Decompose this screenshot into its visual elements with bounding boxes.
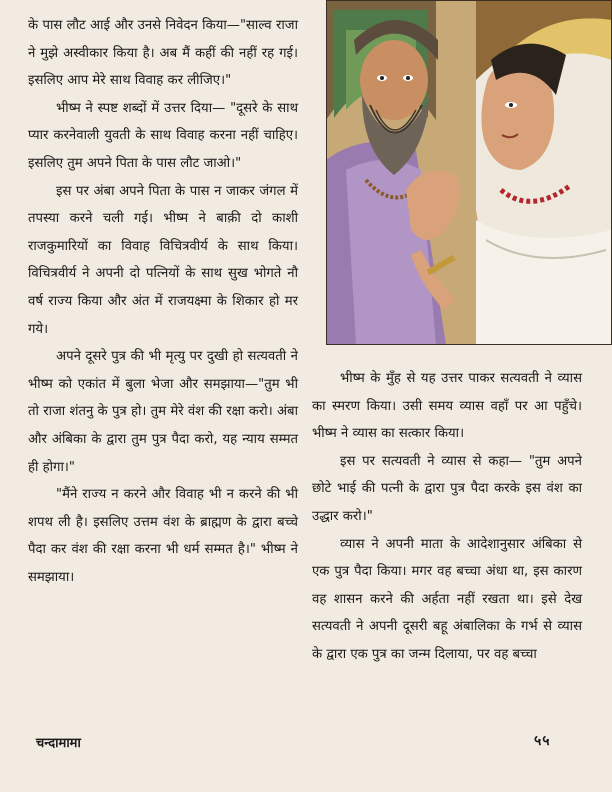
paragraph: के पास लौट आई और उनसे निवेदन किया—"साल्व राजा ने मुझे अस्वीकार किया है। अब मैं कहीं की नहीं रह गई। इसलिए आप मेरे साथ विवाह कर लीजिए।"	[28, 18, 298, 89]
magazine-name: चन्दामामा	[36, 736, 81, 751]
left-text-column	[28, 12, 298, 591]
paragraph: भीष्म के मुँह से यह उत्तर पाकर सत्यवती ने व्यास का स्मरण किया। उसी समय व्यास वहाँ पर आ पहुँचे। भीष्म ने व्यास का सत्कार किया।	[312, 371, 582, 442]
right-text-column	[312, 365, 582, 669]
paragraph: इस पर अंबा अपने पिता के पास न जाकर जंगल में तपस्या करने चली गई। भीष्म ने बाक़ी दो काशी राजकुमारियों का विवाह विचित्रवीर्य के साथ किया। विचित्रवीर्य ने अपनी दो पत्नियों के साथ सुख भोगते नौ वर्ष राज्य किया और अंत में राजयक्ष्मा के शिकार हो मर गये।	[28, 183, 298, 337]
paragraph: अपने दूसरे पुत्र की भी मृत्यु पर दुखी हो सत्यवती ने भीष्म को एकांत में बुला भेजा और समझाया—"तुम भी तो राजा शंतनु के पुत्र हो। तुम मेरे वंश की रक्षा करो। अंबा और अंबिका के द्वारा तुम पुत्र पैदा करो, यह न्याय सम्मत ही होगा।"	[28, 349, 298, 475]
paragraph: भीष्म ने स्पष्ट शब्दों में उत्तर दिया— "दूसरे के साथ प्यार करनेवाली युवती के साथ विवाह करना नहीं चाहिए। इसलिए तुम अपने पिता के पास लौट जाओ।"	[28, 100, 298, 171]
vyasa-and-satyavati-illustration-icon	[326, 0, 612, 345]
paragraph: व्यास ने अपनी माता के आदेशानुसार अंबिका से एक पुत्र पैदा किया। मगर वह बच्चा अंधा था, इस कारण वह शासन करने की अर्हता नहीं रखता था। इसे देख सत्यवती ने अपनी दूसरी बहू अंबालिका के गर्भ से व्यास के द्वारा एक पुत्र का जन्म दिलाया, पर वह बच्चा	[312, 536, 582, 662]
paragraph: "मैंने राज्य न करने और विवाह भी न करने की भी शपथ ली है। इसलिए उत्तम वंश के ब्राह्मण के द्वारा बच्चे पैदा कर वंश की रक्षा करना भी धर्म सम्मत है।" भीष्म ने समझाया।	[28, 487, 298, 585]
page-number: ५५	[534, 733, 551, 749]
paragraph: इस पर सत्यवती ने व्यास से कहा— "तुम अपने छोटे भाई की पत्नी के द्वारा पुत्र पैदा करके इस वंश का उद्धार करो।"	[312, 453, 582, 524]
